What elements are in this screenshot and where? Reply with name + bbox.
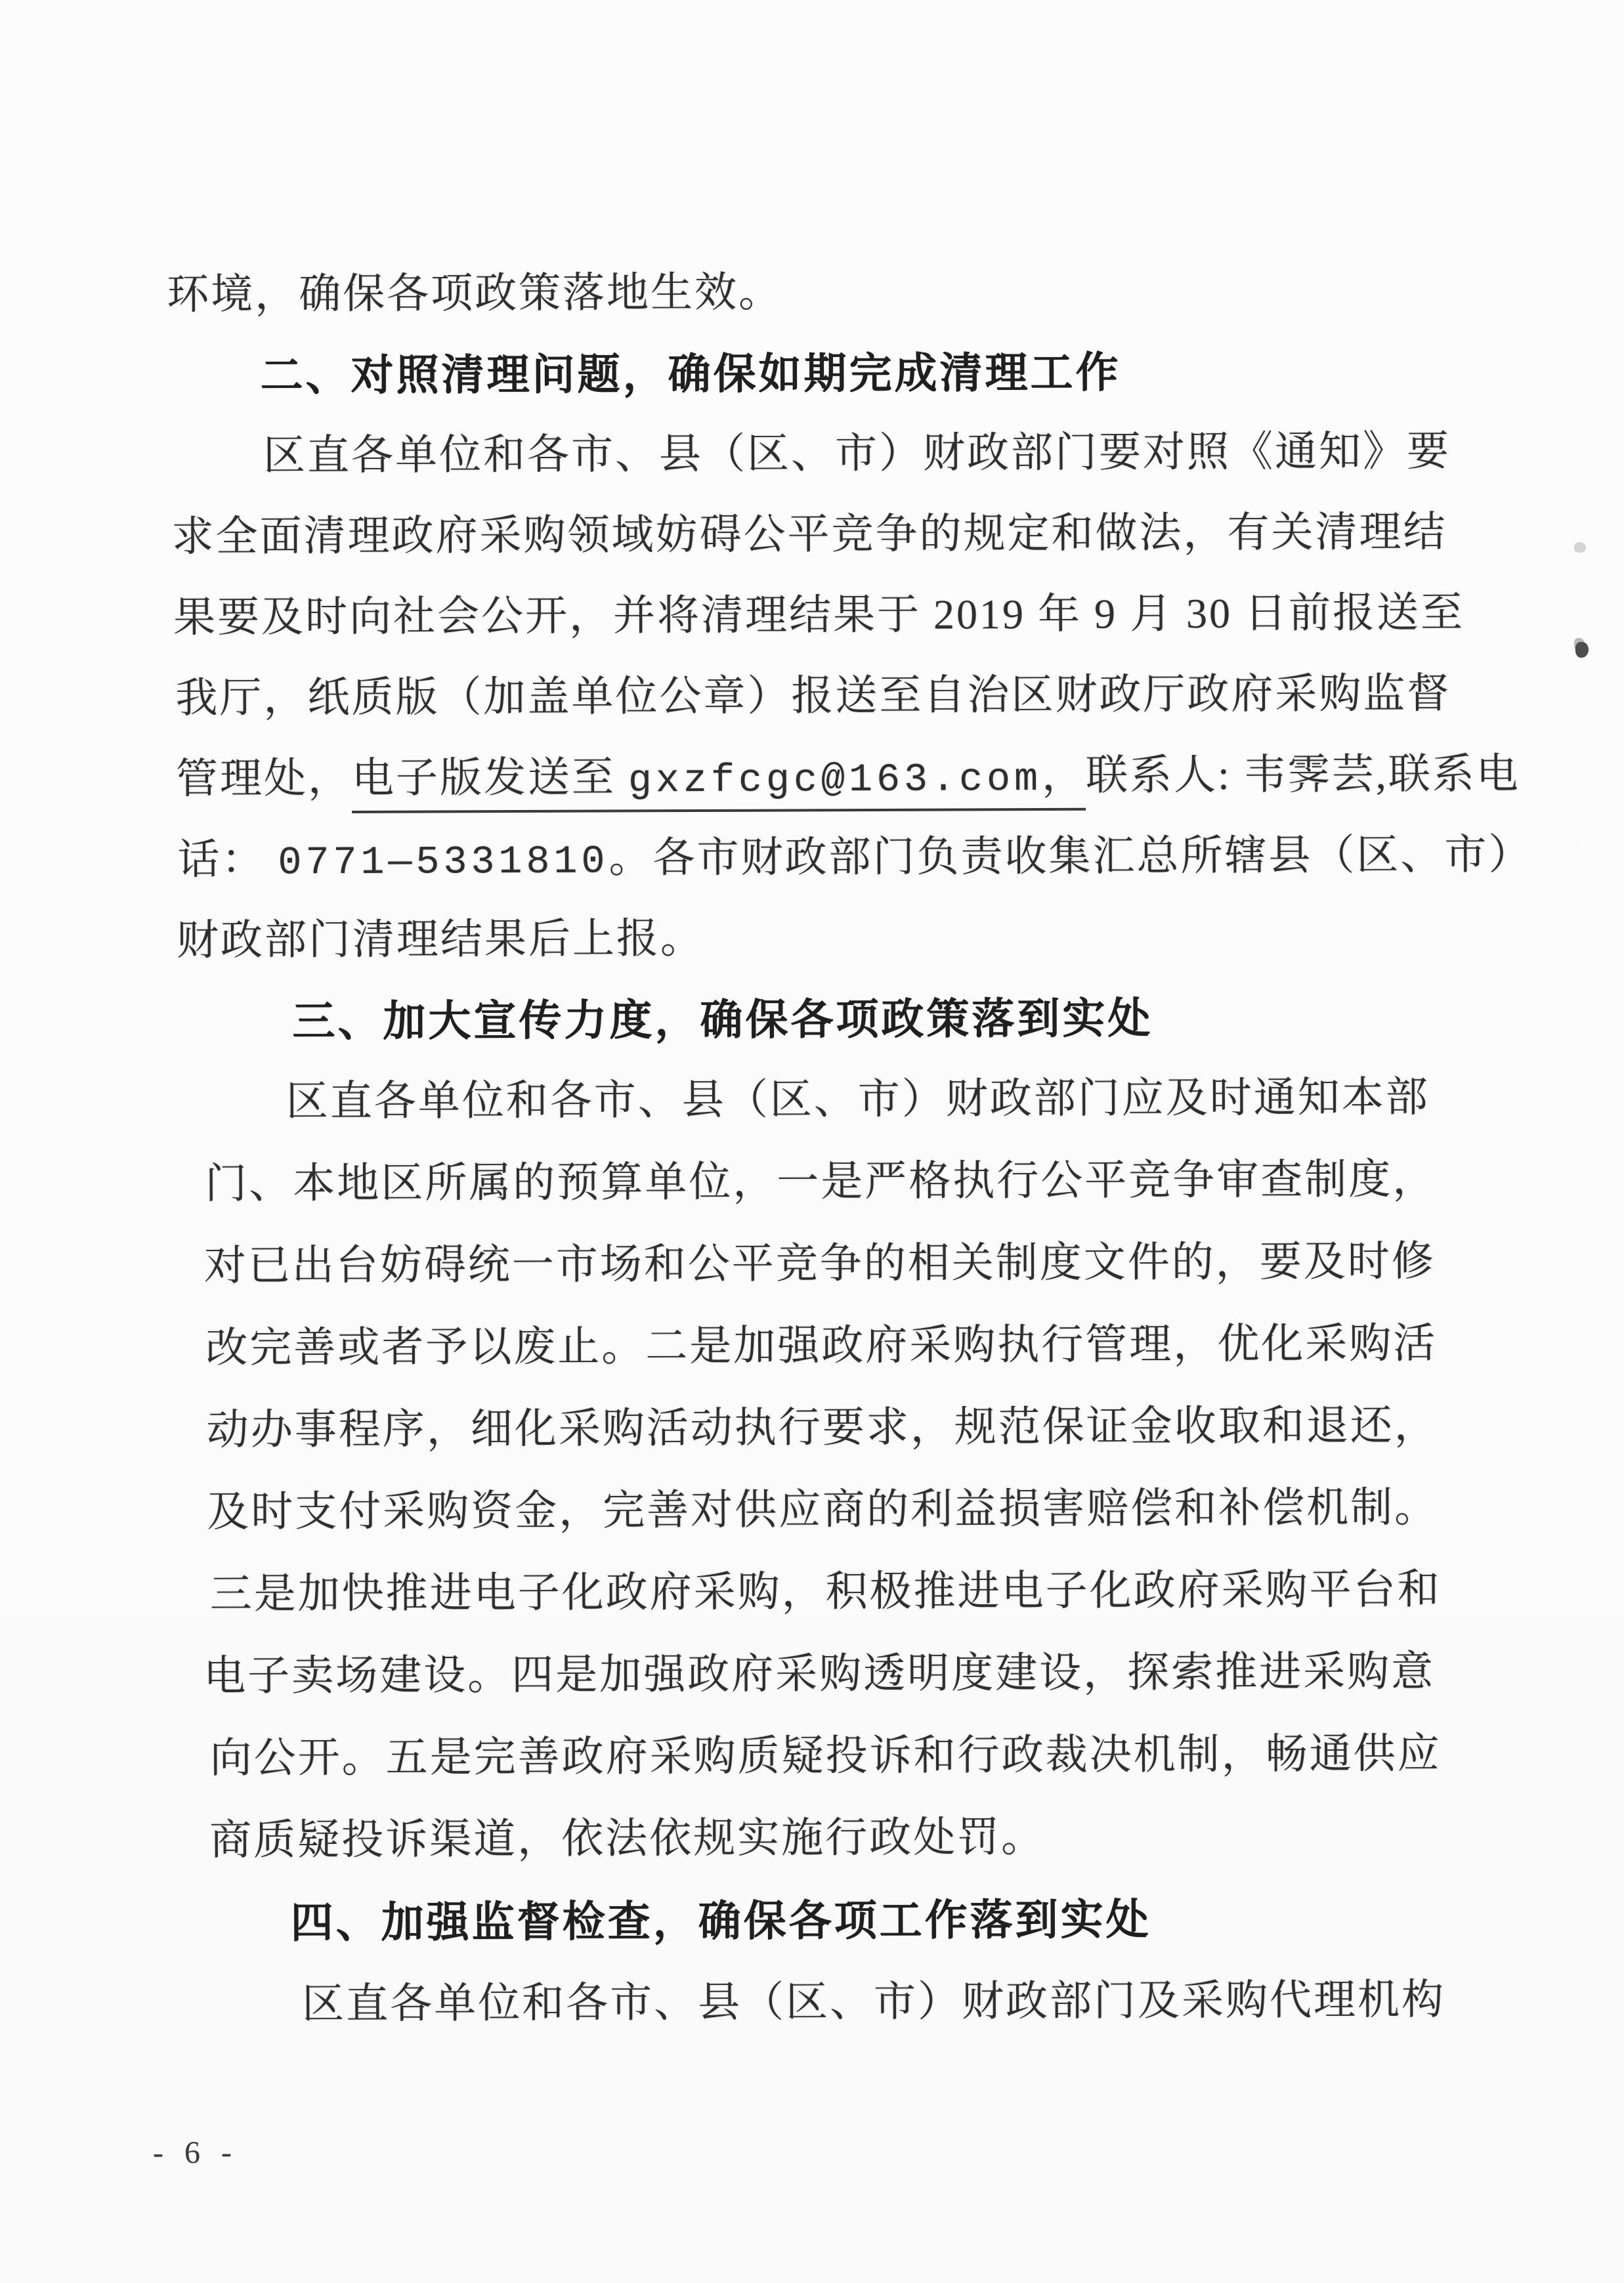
line7-prefix: 管理处， [175,755,353,803]
body-line-9: 财政部门清理结果后上报。 [176,914,705,964]
section-heading-4: 四、加强监督检查，确保各项工作落到实处 [290,1895,1151,1947]
body-line-6: 我厅，纸质版（加盖单位公章）报送至自治区财政厅政府采购监督 [175,670,1451,722]
line8-suffix: 。各市财政部门负责收集汇总所辖县（区、市） [609,831,1533,882]
body-line-14: 改完善或者予以废止。二是加强政府采购执行管理，优化采购活 [205,1319,1438,1371]
body-line-8-phone [177,831,1533,886]
underline-comma: ， [1041,752,1086,799]
body-line-17: 三是加快推进电子化政府采购，积极推进电子化政府采购平台和 [209,1566,1442,1617]
body-line-18: 电子卖场建设。四是加强政府采购透明度建设，探索推进采购意 [203,1648,1436,1699]
contact-email: gxzfcgc@163.com [628,757,1042,804]
body-line-20: 商质疑投诉渠道，依法依规实施行政处罚。 [209,1813,1046,1864]
underlined-send-to-text [352,752,1086,813]
body-line-16: 及时支付采购资金，完善对供应商的利益损害赔偿和补偿机制。 [207,1483,1439,1535]
body-line-4: 求全面清理政府采购领域妨碍公平竞争的规定和做法，有关清理结 [171,508,1447,561]
body-line-19: 向公开。五是完善政府采购质疑投诉和行政裁决机制，畅通供应 [209,1730,1442,1782]
body-line-15: 动办事程序，细化采购活动执行要求，规范保证金收取和退还， [206,1401,1438,1453]
body-line-5: 果要及时向社会公开，并将清理结果于 2019 年 9 月 30 日前报送至 [173,589,1465,641]
section-heading-3: 三、加大宣传力度，确保各项政策落到实处 [292,994,1153,1046]
body-line-13: 对已出台妨碍统一市场和公平竞争的相关制度文件的，要及时修 [203,1237,1436,1289]
body-line-1: 环境，确保各项政策落地生效。 [166,268,783,318]
body-line-22: 区直各单位和各市、县（区、市）财政部门及采购代理机构 [301,1976,1446,2028]
section-heading-2: 二、对照清理问题，确保如期完成清理工作 [260,348,1121,400]
line8-prefix: 话： [177,836,278,884]
contact-person-text: 联系人: 韦霁芸,联系电 [1085,750,1520,799]
body-line-3: 区直各单位和各市、县（区、市）财政部门要对照《通知》要 [263,427,1451,479]
body-line-12: 门、本地区所属的预算单位，一是严格执行公平竞争审查制度， [205,1155,1437,1207]
contact-phone: 0771—5331810 [278,840,609,886]
page-number: - 6 - [152,2135,239,2171]
scan-speck-light [1574,542,1586,553]
body-line-7-contact [175,750,1520,804]
body-line-11: 区直各单位和各市、县（区、市）财政部门应及时通知本部 [286,1073,1430,1125]
send-to-label: 电子版发送至 [351,754,629,802]
